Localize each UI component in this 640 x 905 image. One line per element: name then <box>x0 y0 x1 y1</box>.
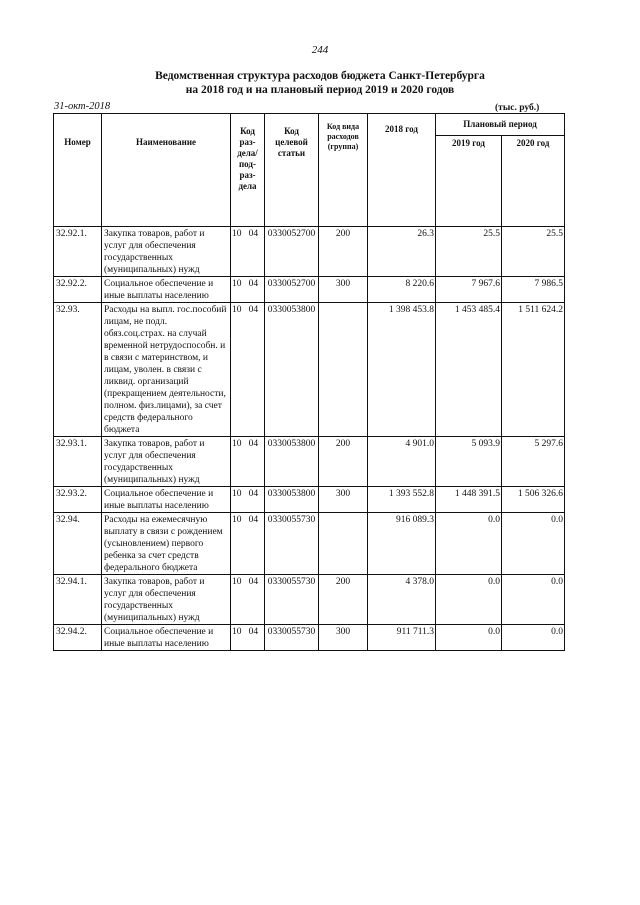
cell-expense-type: 200 <box>319 575 368 625</box>
header-section: Код раз-дела/ под-раз-дела <box>231 114 265 227</box>
cell-2019: 0.0 <box>436 575 502 625</box>
cell-2019: 25.5 <box>436 227 502 277</box>
cell-2019: 1 448 391.5 <box>436 487 502 513</box>
cell-2018: 1 393 552.8 <box>368 487 436 513</box>
header-number: Номер <box>54 114 102 227</box>
cell-target: 0330052700 <box>265 227 319 277</box>
cell-name: Закупка товаров, работ и услуг для обеспечения государственных (муниципальных) нужд <box>102 437 231 487</box>
cell-number: 32.94.1. <box>54 575 102 625</box>
table-row <box>54 513 565 575</box>
cell-expense-type: 200 <box>319 437 368 487</box>
cell-name: Социальное обеспечение и иные выплаты населению <box>102 277 231 303</box>
cell-target: 0330052700 <box>265 277 319 303</box>
cell-target: 0330055730 <box>265 575 319 625</box>
header-target: Код целевой статьи <box>265 114 319 227</box>
cell-2019: 0.0 <box>436 513 502 575</box>
cell-number: 32.93.1. <box>54 437 102 487</box>
title-line-2: на 2018 год и на плановый период 2019 и 2020 годов <box>185 84 455 96</box>
cell-2018: 916 089.3 <box>368 513 436 575</box>
cell-section: 10 04 <box>231 625 265 651</box>
cell-section: 10 04 <box>231 227 265 277</box>
cell-number: 32.92.1. <box>54 227 102 277</box>
header-2020: 2020 год <box>502 136 565 227</box>
cell-2019: 5 093.9 <box>436 437 502 487</box>
table-row <box>54 487 565 513</box>
cell-2020: 25.5 <box>502 227 565 277</box>
cell-2019: 7 967.6 <box>436 277 502 303</box>
cell-name: Закупка товаров, работ и услуг для обеспечения государственных (муниципальных) нужд <box>102 227 231 277</box>
cell-expense-type: 300 <box>319 277 368 303</box>
cell-2019: 1 453 485.4 <box>436 303 502 437</box>
cell-2019: 0.0 <box>436 625 502 651</box>
header-name: Наименование <box>102 114 231 227</box>
cell-expense-type: 300 <box>319 487 368 513</box>
cell-2018: 1 398 453.8 <box>368 303 436 437</box>
cell-target: 0330053800 <box>265 487 319 513</box>
document-date: 31-окт-2018 <box>54 101 111 112</box>
cell-section: 10 04 <box>231 437 265 487</box>
cell-expense-type <box>319 303 368 437</box>
header-2019: 2019 год <box>436 136 502 227</box>
budget-table <box>53 113 565 651</box>
cell-section: 10 04 <box>231 277 265 303</box>
cell-number: 32.93.2. <box>54 487 102 513</box>
cell-2018: 8 220.6 <box>368 277 436 303</box>
cell-section: 10 04 <box>231 513 265 575</box>
header-2018: 2018 год <box>368 114 436 227</box>
header-planned-period: Плановый период <box>436 114 565 136</box>
cell-2020: 1 506 326.6 <box>502 487 565 513</box>
cell-2020: 0.0 <box>502 625 565 651</box>
cell-2018: 911 711.3 <box>368 625 436 651</box>
table-row <box>54 437 565 487</box>
cell-expense-type: 300 <box>319 625 368 651</box>
cell-number: 32.92.2. <box>54 277 102 303</box>
cell-2018: 4 901.0 <box>368 437 436 487</box>
cell-section: 10 04 <box>231 575 265 625</box>
cell-target: 0330053800 <box>265 437 319 487</box>
cell-2020: 1 511 624.2 <box>502 303 565 437</box>
cell-2020: 0.0 <box>502 513 565 575</box>
table-row <box>54 303 565 437</box>
cell-name: Расходы на выпл. гос.пособий лицам, не подл. обяз.соц.страх. на случай временной нетрудоспособн. и в связи с материнством, и лицам, уволен. в связи с ликвид. организаций (прекращением деятельности, полном. физ.лицами), за счет средств федерального бюджета <box>102 303 231 437</box>
cell-expense-type: 200 <box>319 227 368 277</box>
cell-number: 32.94. <box>54 513 102 575</box>
header-expense-type: Код вида расходов (группа) <box>319 114 368 227</box>
cell-2018: 26.3 <box>368 227 436 277</box>
table-row <box>54 575 565 625</box>
cell-number: 32.93. <box>54 303 102 437</box>
cell-target: 0330055730 <box>265 513 319 575</box>
cell-number: 32.94.2. <box>54 625 102 651</box>
cell-2020: 7 986.5 <box>502 277 565 303</box>
table-row <box>54 277 565 303</box>
cell-name: Социальное обеспечение и иные выплаты населению <box>102 487 231 513</box>
cell-2020: 0.0 <box>502 575 565 625</box>
cell-expense-type <box>319 513 368 575</box>
cell-target: 0330055730 <box>265 625 319 651</box>
cell-2018: 4 378.0 <box>368 575 436 625</box>
table-row <box>54 227 565 277</box>
title-line-1: Ведомственная структура расходов бюджета Санкт-Петербурга <box>155 70 485 82</box>
cell-section: 10 04 <box>231 303 265 437</box>
cell-section: 10 04 <box>231 487 265 513</box>
cell-name: Расходы на ежемесячную выплату в связи с рождением (усыновлением) первого ребенка за счет средств федерального бюджета <box>102 513 231 575</box>
cell-name: Закупка товаров, работ и услуг для обеспечения государственных (муниципальных) нужд <box>102 575 231 625</box>
table-row <box>54 625 565 651</box>
cell-name: Социальное обеспечение и иные выплаты населению <box>102 625 231 651</box>
cell-2020: 5 297.6 <box>502 437 565 487</box>
cell-target: 0330053800 <box>265 303 319 437</box>
document-title <box>0 69 640 97</box>
page-number: 244 <box>311 44 329 56</box>
units-label: (тыс. руб.) <box>495 103 540 113</box>
